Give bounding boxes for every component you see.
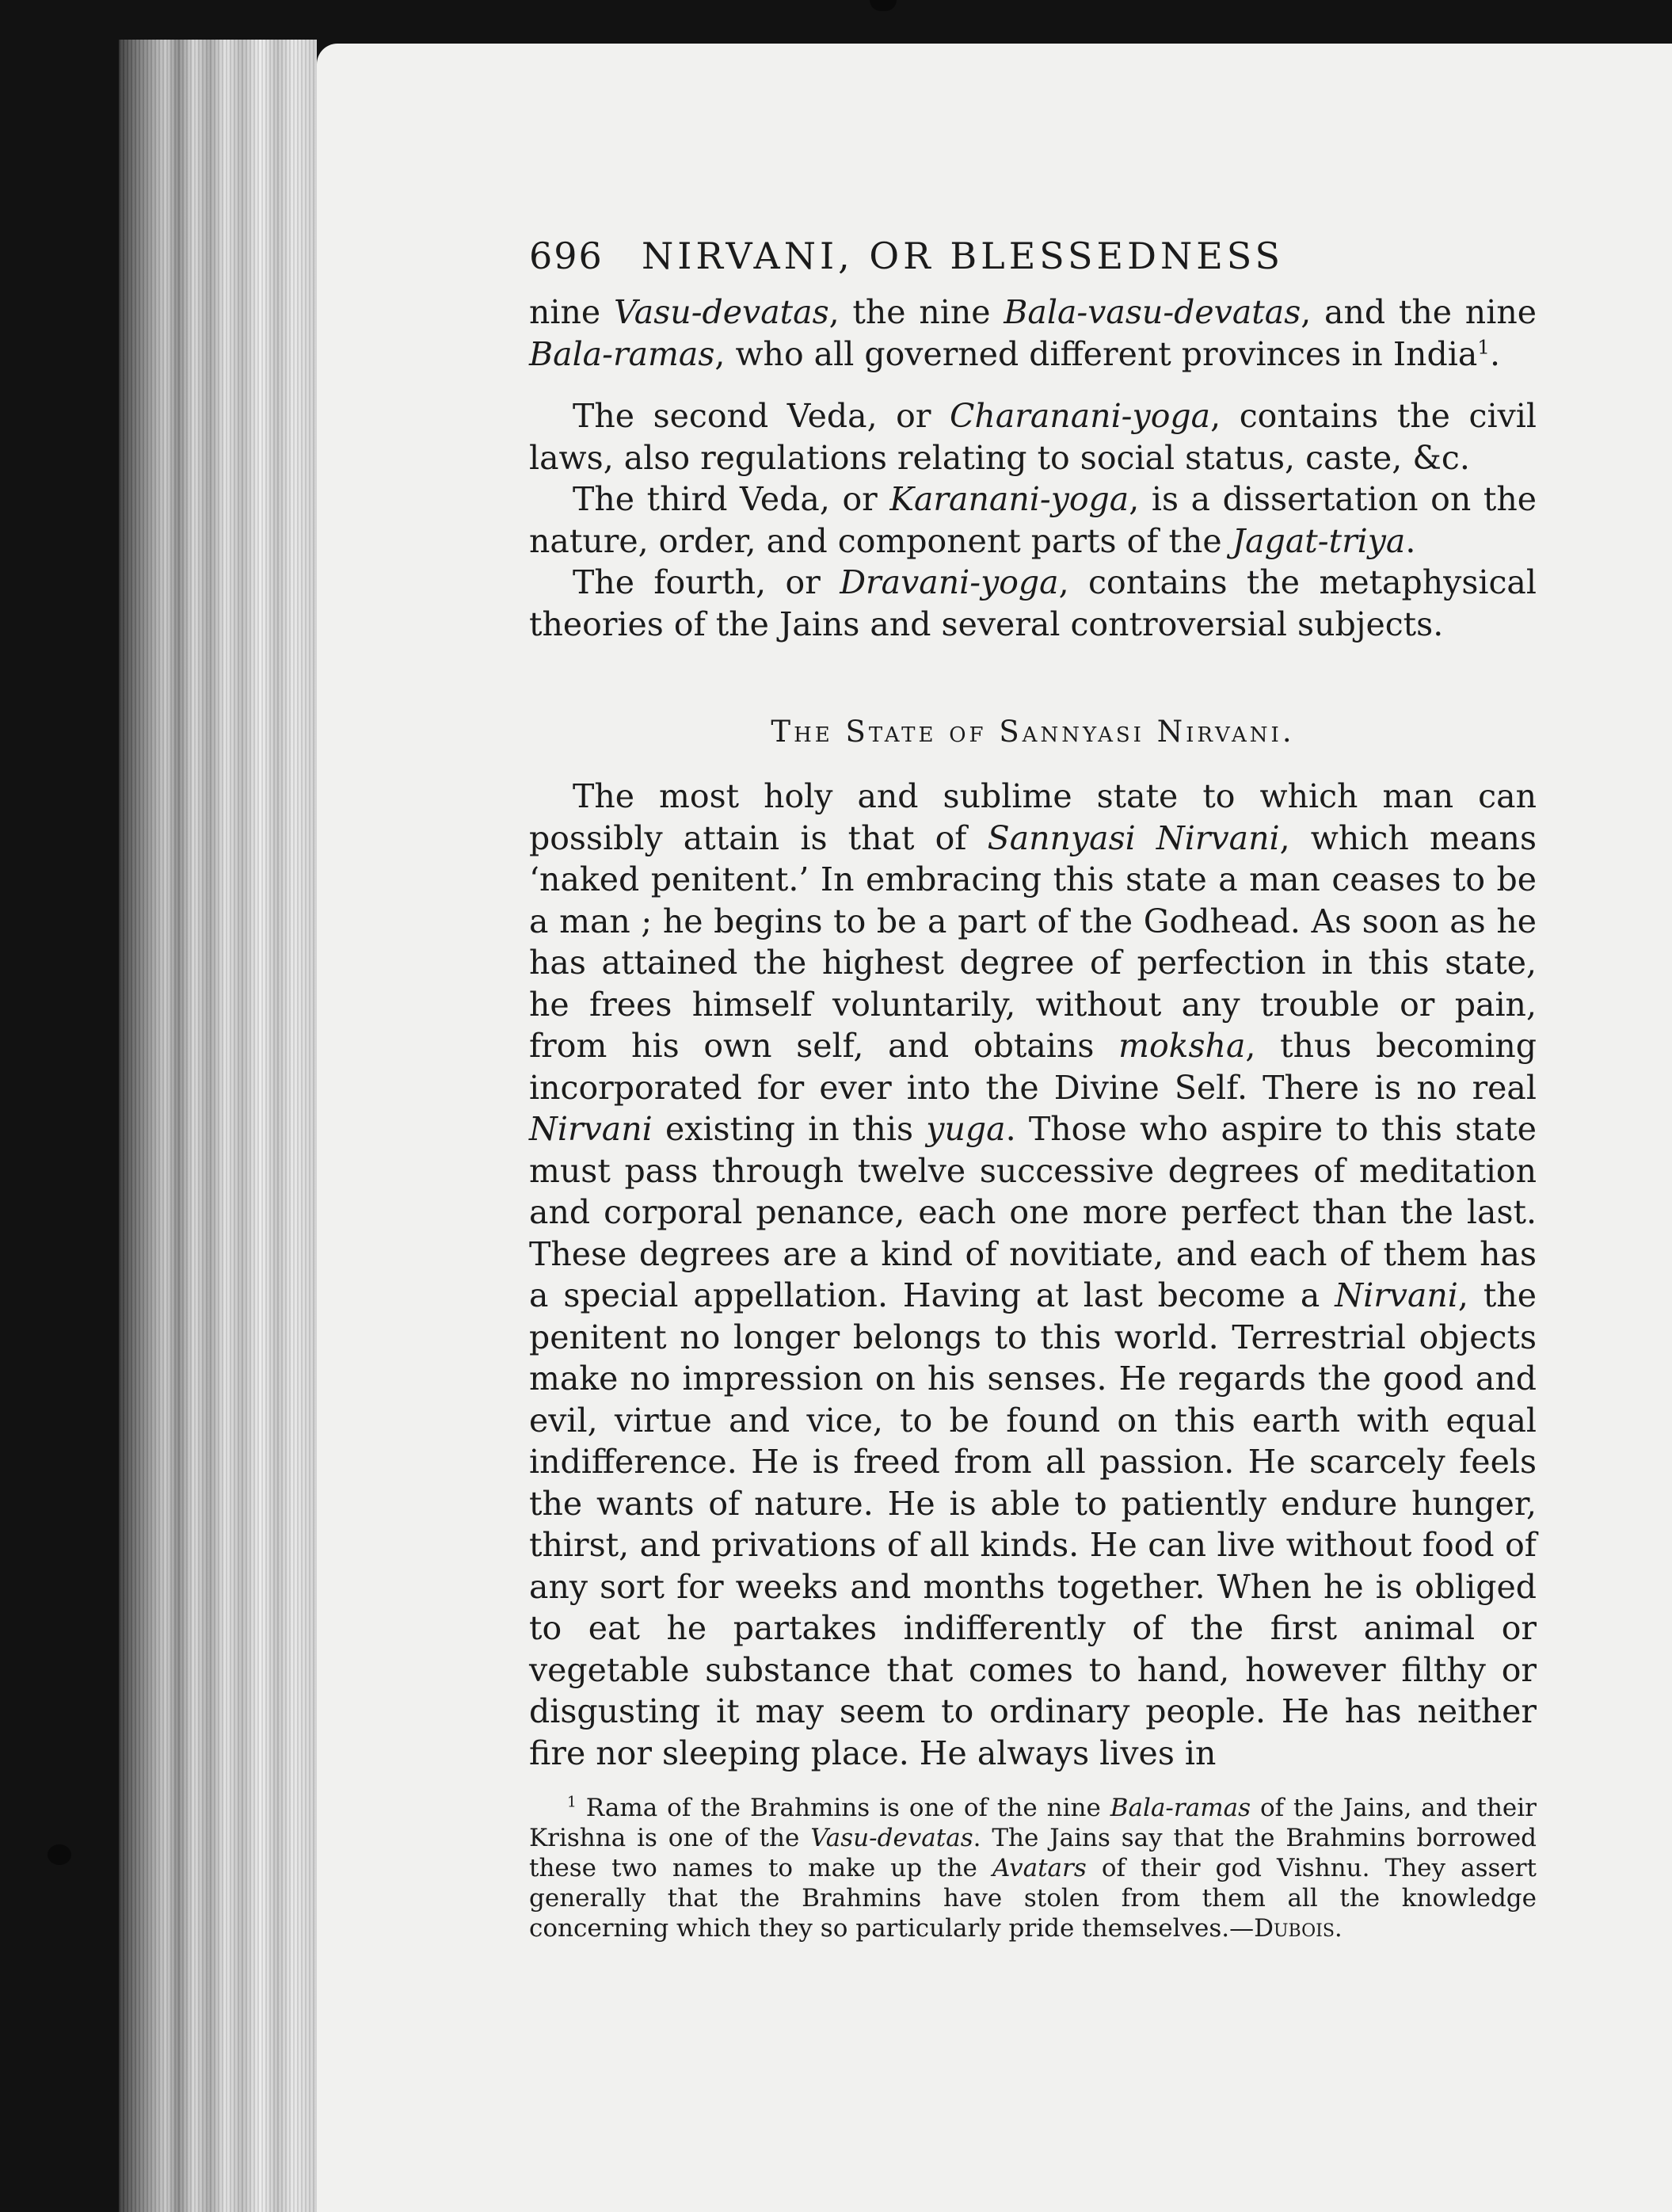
footnote-marker: 1	[567, 1794, 577, 1811]
section-heading: The State of Sannyasi Nirvani.	[771, 715, 1295, 749]
paragraph-fourth-veda: The fourth, or Dravani-yoga, contains the metaphysical theories of the Jains and several controversial subjects.	[529, 563, 1537, 643]
paragraph-third-veda: The third Veda, or Karanani-yoga, is a dissertation on the nature, order, and component parts of the Jagat-triya.	[529, 480, 1537, 560]
running-title: NIRVANI, OR BLESSEDNESS	[642, 235, 1285, 277]
page-number: 696	[529, 235, 604, 277]
book-binding-gutter	[119, 40, 317, 2212]
page-text	[529, 235, 1537, 1968]
scan-speck-left	[48, 1844, 71, 1865]
footnote-author: Dubois	[1254, 1914, 1335, 1943]
footnote-ref: 1	[1477, 334, 1490, 358]
paragraph-second-veda: The second Veda, or Charanani-yoga, contains the civil laws, also regulations relating to social status, caste, &c.	[529, 397, 1537, 477]
running-header	[529, 235, 1537, 277]
scan-speck-top	[870, 0, 897, 11]
paragraph-sannyasi-nirvani: The most holy and sublime state to which man can possibly attain is that of Sannyasi Nirvani, which means ‘naked penitent.’ In embracing this state a man ceases to be a man ; he begins to be a part of the Godhead. As soon as he has attained the highest degree of perfection in this state, he frees himself voluntarily, without any trouble or pain, from his own self, and obtains moksha, thus becoming incorporated for ever into the Divine Self. There is no real Nirvani existing in this yuga. Those who aspire to this state must pass through twelve successive degrees of meditation and corporal penance, each one more perfect than the last. These degrees are a kind of novitiate, and each of them has a special appellation. Having at last become a Nirvani, the penitent no longer belongs to this world. Terrestrial objects make no impression on his senses. He regards the good and evil, virtue and vice, to be found on this earth with equal indifference. He is freed from all passion. He scarcely feels the wants of nature. He is able to patiently endure hunger, thirst, and privations of all kinds. He can live without food of any sort for weeks and months together. When he is obliged to eat he partakes indifferently of the first animal or vegetable substance that comes to hand, however filthy or disgusting it may seem to ordinary people. He has neither fire nor sleeping place. He always lives in	[529, 777, 1537, 1772]
paragraph-intro: nine Vasu-devatas, the nine Bala-vasu-devatas, and the nine Bala-ramas, who all governed different provinces in India$^1$.	[529, 293, 1537, 373]
footnote: $^1$ Rama of the Brahmins is one of the nine Bala-ramas of the Jains, and their Krishna is one of the Vasu-devatas. The Jains say that the Brahmins borrowed these two names to make up the Avatars of their god Vishnu. They assert generally that the Brahmins have stolen from them all the knowledge concerning which they so particularly pride themselves.—Dubois.	[529, 1794, 1537, 1943]
